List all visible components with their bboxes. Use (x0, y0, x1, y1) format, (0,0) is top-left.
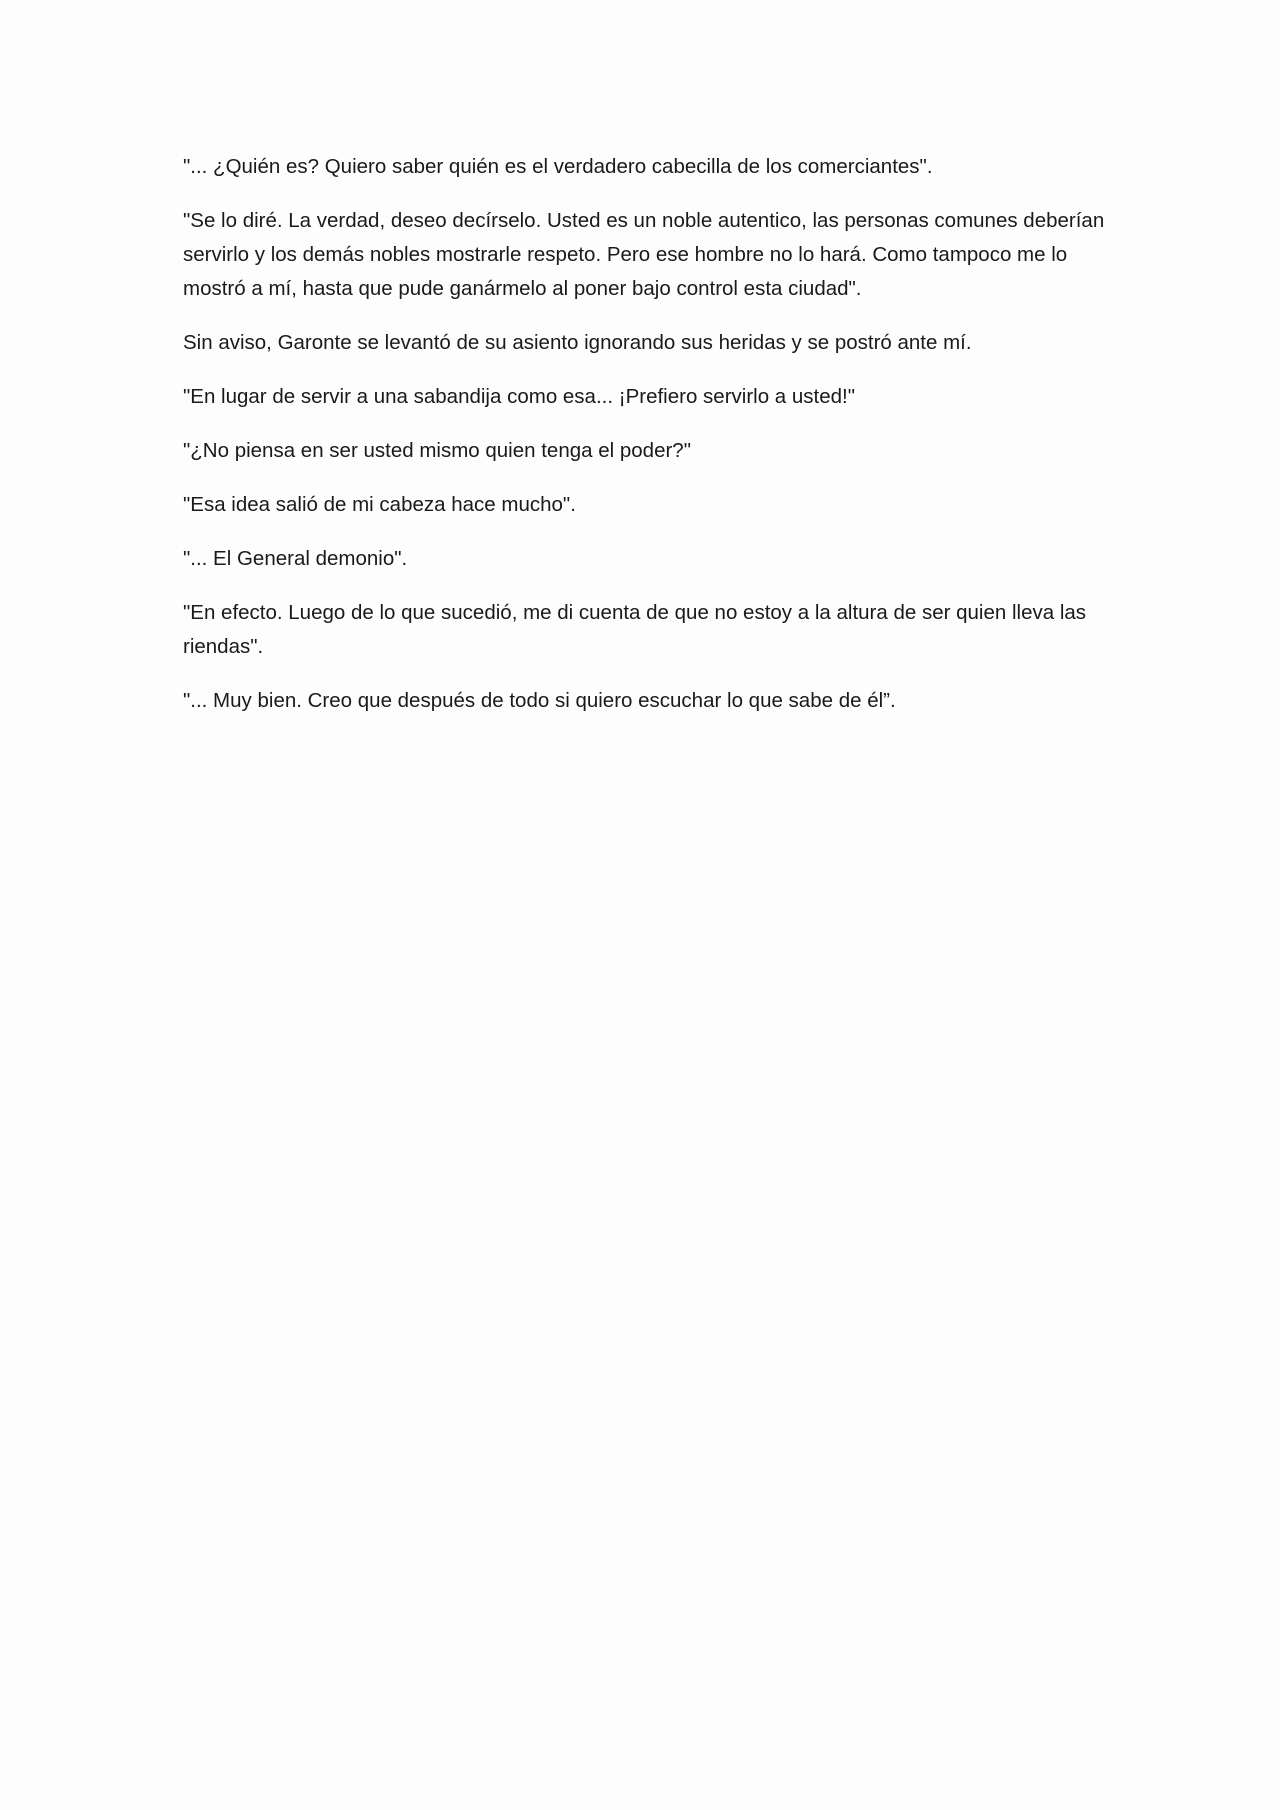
paragraph: "... ¿Quién es? Quiero saber quién es el verdadero cabecilla de los comerciantes". (183, 155, 933, 178)
document-body (183, 150, 1108, 738)
paragraph: "Se lo diré. La verdad, deseo decírselo. Usted es un noble autentico, las personas comunes deberían servirlo y los demás nobles mostrarle respeto. Pero ese hombre no lo hará. Como tampoco me lo mostró a mí, hasta que pude ganármelo al poner bajo control esta ciudad". (183, 209, 1105, 300)
paragraph: Sin aviso, Garonte se levantó de su asiento ignorando sus heridas y se postró ante mí. (183, 331, 972, 354)
paragraph: "... Muy bien. Creo que después de todo si quiero escuchar lo que sabe de él”. (183, 689, 896, 712)
paragraph: "Esa idea salió de mi cabeza hace mucho". (183, 493, 576, 516)
paragraph: "En lugar de servir a una sabandija como esa... ¡Prefiero servirlo a usted!" (183, 385, 856, 408)
paragraph: "... El General demonio". (183, 547, 408, 570)
paragraph: "En efecto. Luego de lo que sucedió, me di cuenta de que no estoy a la altura de ser quien lleva las riendas". (183, 601, 1087, 658)
paragraph: "¿No piensa en ser usted mismo quien tenga el poder?" (183, 439, 691, 462)
